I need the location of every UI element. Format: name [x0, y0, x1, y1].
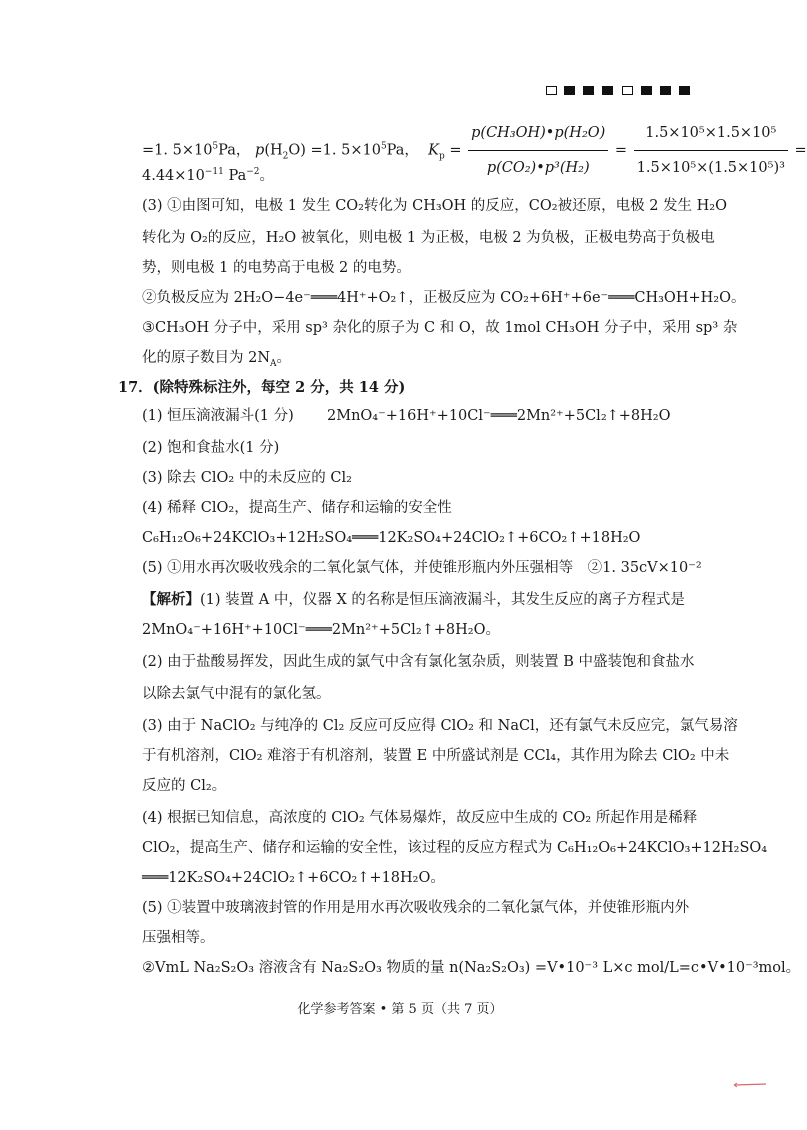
analysis-part3-line1: (3) 由于 NaClO₂ 与纯净的 Cl₂ 反应可反应得 ClO₂ 和 NaCl，还有氯气未反应完，氯气易溶 — [142, 718, 738, 734]
header-mark-3 — [583, 86, 594, 95]
analysis-part3-line2: 于有机溶剂，ClO₂ 难溶于有机溶剂，装置 E 中所盛试剂是 CCl₄，其作用为除去 ClO₂ 中未 — [142, 748, 730, 764]
kp-expression-fraction — [468, 118, 608, 183]
analysis-part5-line2: 压强相等。 — [142, 930, 215, 946]
kp-value-denominator: 1.5×10⁵×(1.5×10⁵)³ — [636, 160, 785, 176]
exponent: 5 — [212, 141, 219, 152]
kp-subscript: p — [438, 151, 445, 162]
q16-part3-line5: ③CH₃OH 分子中，采用 sp³ 杂化的原子为 C 和 O，故 1mol CH₃OH 分子中，采用 sp³ 杂 — [142, 320, 738, 336]
header-mark-4 — [602, 86, 613, 95]
pressure-ch3oh-value: =1. 5×10 — [142, 142, 213, 159]
unit: Pa — [223, 168, 247, 184]
q17-answer-2: (2) 饱和食盐水(1 分) — [142, 440, 280, 456]
q17-answer-3: (3) 除去 ClO₂ 中的未反应的 Cl₂ — [142, 470, 352, 486]
h2o-label: (H — [264, 142, 283, 159]
analysis-part4-line3: ═══12K₂SO₄+24ClO₂↑+6CO₂↑+18H₂O。 — [142, 870, 445, 886]
subscript: 2 — [282, 151, 289, 162]
analysis-part4-line1: (4) 根据已知信息，高浓度的 ClO₂ 气体易爆炸，故反应中生成的 CO₂ 所起作用是稀释 — [142, 810, 698, 826]
kp-result — [142, 166, 274, 186]
q16-part3-line1: (3) ①由图可知，电极 1 发生 CO₂转化为 CH₃OH 的反应，CO₂被还原，电极 2 发生 H₂O — [142, 198, 727, 214]
kp-value-numerator: 1.5×10⁵×1.5×10⁵ — [634, 118, 788, 151]
subscript: A — [270, 358, 277, 369]
answer-equation: 2MnO₄⁻+16H⁺+10Cl⁻═══2Mn²⁺+5Cl₂↑+8H₂O — [327, 408, 671, 424]
q16-part3-line6 — [142, 348, 291, 368]
exponent: −11 — [204, 167, 224, 178]
exponent: −2 — [246, 167, 260, 178]
q16-part3-line4: ②负极反应为 2H₂O−4e⁻═══4H⁺+O₂↑，正极反应为 CO₂+6H⁺+6e⁻═══CH₃OH+H₂O。 — [142, 290, 746, 306]
q17-title: 17．(除特殊标注外，每空 2 分，共 14 分) — [118, 379, 406, 396]
header-mark-6 — [641, 86, 652, 95]
analysis-part5-line3: ②VmL Na₂S₂O₃ 溶液含有 Na₂S₂O₃ 物质的量 n(Na₂S₂O₃) =V•10⁻³ L×c mol/L=c•V•10⁻³mol。 — [142, 960, 801, 976]
header-mark-5 — [622, 86, 633, 95]
page-footer: 化学参考答案 • 第 5 页（共 7 页） — [297, 1002, 503, 1017]
q17-answer-5: (5) ①用水再次吸收残余的二氧化氯气体，并使锥形瓶内外压强相等 ②1. 35cV×10⁻² — [142, 560, 702, 576]
q16-part3-line2: 转化为 O₂的反应，H₂O 被氧化，则电极 1 为正极，电极 2 为负极，正极电势高于负极电 — [142, 230, 715, 246]
analysis-part3-line3: 反应的 Cl₂。 — [142, 778, 227, 794]
analysis-part2-line2: 以除去氯气中混有的氯化氢。 — [142, 686, 331, 702]
q16-part3-line3: 势，则电极 1 的电势高于电极 2 的电势。 — [142, 260, 411, 276]
punctuation: 。 — [259, 168, 275, 184]
exponent: 5 — [380, 141, 387, 152]
header-mark-2 — [564, 86, 575, 95]
analysis-part5-line1: (5) ①装置中玻璃液封管的作用是用水再次吸收残余的二氧化氯气体，并使锥形瓶内外 — [142, 900, 690, 916]
kp-symbol: K — [428, 142, 439, 159]
header-mark-8 — [679, 86, 690, 95]
analysis-part2-line1: (2) 由于盐酸易挥发，因此生成的氯气中含有氯化氢杂质，则装置 B 中盛装饱和食盐水 — [142, 654, 695, 670]
pressure-h2o-value: O) =1. 5×10 — [288, 142, 381, 159]
unit: Pa， — [218, 142, 251, 159]
analysis-part4-line2: ClO₂，提高生产、储存和运输的安全性，该过程的反应方程式为 C₆H₁₂O₆+24KClO₃+12H₂SO₄ — [142, 840, 768, 856]
punctuation: 。 — [276, 350, 292, 366]
text: 化的原子数目为 2N — [142, 350, 271, 366]
kp-numerator: p(CH₃OH)•p(H₂O) — [468, 118, 608, 151]
answer-text: (1) 恒压滴液漏斗(1 分) — [142, 408, 294, 424]
q17-answer-4: (4) 稀释 ClO₂，提高生产、储存和运输的安全性 — [142, 500, 452, 516]
q17-answer-1 — [142, 406, 671, 426]
pressure-symbol: p — [255, 142, 265, 159]
kp-result-value: 4.44×10 — [142, 168, 205, 184]
kp-denominator: p(CO₂)•p³(H₂) — [486, 160, 590, 176]
analysis-part1-line1 — [142, 590, 685, 610]
text: (1) 装置 A 中，仪器 X 的名称是恒压滴液漏斗，其发生反应的离子方程式是 — [200, 592, 685, 608]
unit: Pa， — [386, 142, 419, 159]
decorative-tick-mark — [733, 1082, 767, 1088]
q17-answer-4-equation: C₆H₁₂O₆+24KClO₃+12H₂SO₄═══12K₂SO₄+24ClO₂↑+6CO₂↑+18H₂O — [142, 530, 641, 546]
analysis-label: 【解析】 — [142, 591, 200, 608]
header-mark-7 — [660, 86, 671, 95]
analysis-part1-line2: 2MnO₄⁻+16H⁺+10Cl⁻═══2Mn²⁺+5Cl₂↑+8H₂O。 — [142, 622, 501, 638]
kp-value-fraction — [634, 118, 788, 183]
kp-formula-line: =1. $5\times 10^5Pa$， $p(H_2O) =1$. $5\times 10^5Pa$， $K_p$ = $\frac{\text{p(CH₃OH)•p(H₂O)}}{\text{p(CO₂)•p³(H₂)}}$ = $\frac{\text{1.5×10⁵×1.5×10⁵}}{\text{1.5×10⁵×(1.5×10⁵)³}}$ = — [142, 118, 807, 183]
header-mark-1 — [546, 86, 557, 95]
